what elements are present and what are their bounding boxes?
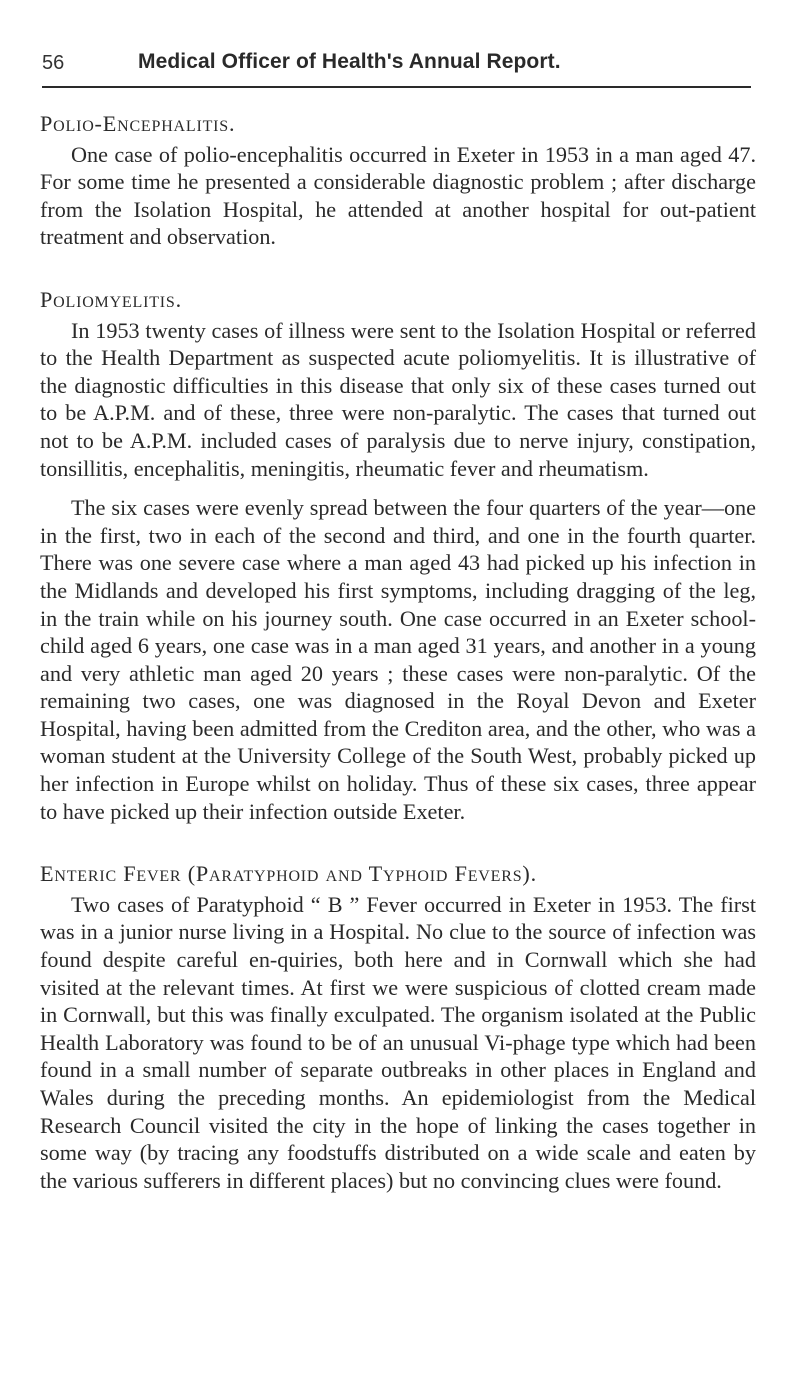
header-rule: [42, 86, 751, 88]
page-number: 56: [42, 52, 65, 74]
report-title: Medical Officer of Health's Annual Report.: [138, 50, 561, 73]
section-poliomyelitis: [40, 286, 756, 825]
section-enteric-fever: [40, 860, 756, 1194]
paragraph: The six cases were evenly spread between the four quarters of the year—one in the first, two in each of the second and third, and one in the fourth quarter. There was one severe case where a man aged 43 had picked up his infection in the Midlands and developed his first symptoms, including dragging of the leg, in the train while on his journey south. One case occurred in an Exeter school-child aged 6 years, one case was in a man aged 31 years, and another in a young and very athletic man aged 20 years ; these cases were non-paralytic. Of the remaining two cases, one was diagnosed in the Royal Devon and Exeter Hospital, having been admitted from the Crediton area, and the other, who was a woman student at the University College of the South West, probably picked up her infection in Europe whilst on holiday. Thus of these six cases, three appear to have picked up their infection outside Exeter.: [40, 495, 756, 824]
section-polio-encephalitis: [40, 110, 756, 251]
paragraph: One case of polio-encephalitis occurred in Exeter in 1953 in a man aged 47. For some time he presented a considerable diagnostic problem ; after discharge from the Isolation Hospital, he attended at another hospital for out-patient treatment and observation.: [40, 141, 756, 250]
section-heading: Poliomyelitis.: [40, 286, 182, 312]
paragraph: Two cases of Paratyphoid “ B ” Fever occurred in Exeter in 1953. The first was in a junior nurse living in a Hospital. No clue to the source of infection was found despite careful en-quiries, both here and in Cornwall which she had visited at the relevant times. At first we were suspicious of clotted cream made in Cornwall, but this was finally exculpated. The organism isolated at the Public Health Laboratory was found to be of an unusual Vi-phage type which had been found in a small number of separate outbreaks in other places in England and Wales during the preceding months. An epidemiologist from the Medical Research Council visited the city in the hope of linking the cases together in some way (by tracing any foodstuffs distributed on a wide scale and eaten by the various sufferers in different places) but no convincing clues were found.: [40, 891, 756, 1193]
section-heading: Enteric Fever (Paratyphoid and Typhoid Fevers).: [40, 861, 537, 887]
section-heading: Polio-Encephalitis.: [40, 111, 236, 136]
running-header: [42, 50, 752, 90]
paragraph: In 1953 twenty cases of illness were sent to the Isolation Hospital or referred to the Health Department as suspected acute poliomyelitis. It is illustrative of the diagnostic difficulties in this disease that only six of these cases turned out to be A.P.M. and of these, three were non-paralytic. The cases that turned out not to be A.P.M. included cases of paralysis due to nerve injury, constipation, tonsillitis, encephalitis, meningitis, rheumatic fever and rheumatism.: [40, 317, 756, 481]
body-text: [40, 110, 756, 1194]
